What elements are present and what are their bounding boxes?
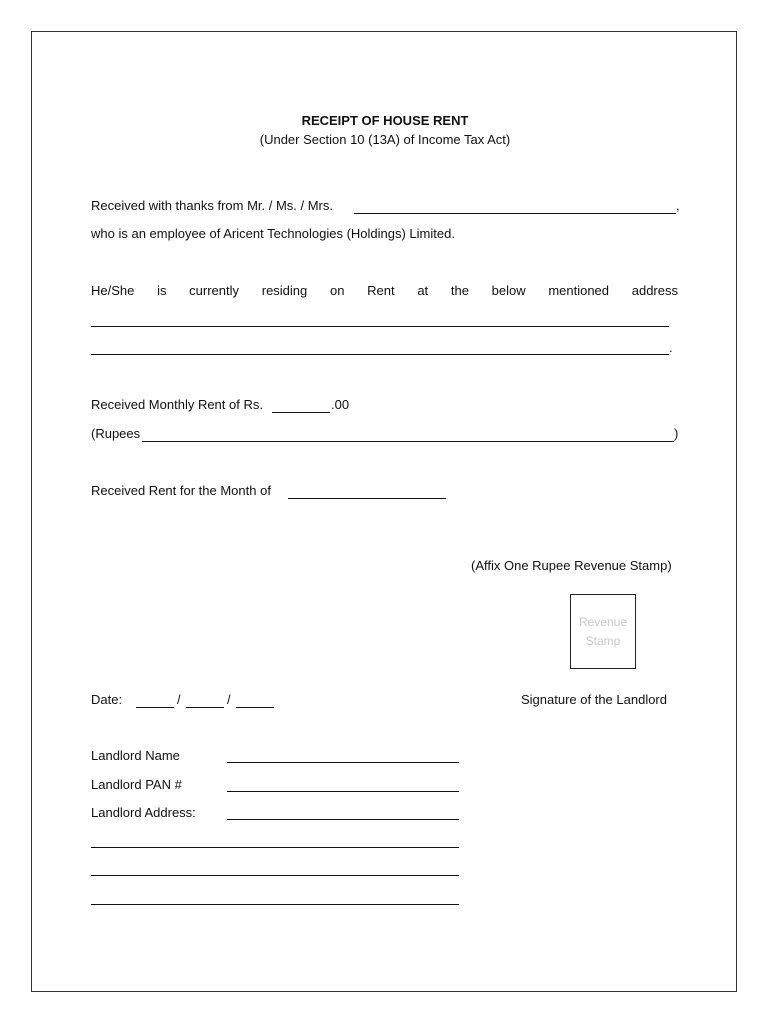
- employee-text: who is an employee of Aricent Technologies (Holdings) Limited.: [91, 226, 455, 241]
- stamp-text-line-2: Stamp: [585, 633, 621, 648]
- receipt-page: [31, 31, 737, 992]
- residing-word: the: [450, 283, 469, 298]
- date-label: Date:: [91, 692, 123, 707]
- document-title: RECEIPT OF HOUSE RENT: [301, 113, 469, 128]
- residing-word: address: [631, 283, 678, 298]
- landlord-address-label: Landlord Address:: [91, 805, 196, 820]
- rent-month-label: Received Rent for the Month of: [91, 483, 271, 498]
- residing-word: residing: [261, 283, 308, 298]
- landlord-address-line-3[interactable]: [91, 875, 459, 876]
- landlord-pan-label: Landlord PAN #: [91, 777, 182, 792]
- landlord-pan-field[interactable]: [227, 791, 459, 792]
- residing-word: mentioned: [548, 283, 610, 298]
- received-from-label: Received with thanks from Mr. / Ms. / Mrs.: [91, 198, 333, 213]
- document-subtitle: (Under Section 10 (13A) of Income Tax Act): [259, 132, 511, 147]
- monthly-rent-label: Received Monthly Rent of Rs.: [91, 397, 263, 412]
- rupees-open: (Rupees: [91, 426, 141, 441]
- date-month-field[interactable]: [186, 707, 224, 708]
- rent-month-field[interactable]: [288, 498, 446, 499]
- residing-word: on: [329, 283, 345, 298]
- tenant-name-field[interactable]: [354, 213, 676, 214]
- date-day-field[interactable]: [136, 707, 174, 708]
- landlord-address-field[interactable]: [227, 819, 459, 820]
- rupees-close: ): [674, 426, 679, 441]
- address-line-2[interactable]: [91, 354, 669, 355]
- residing-word: is: [157, 283, 167, 298]
- address-period: .: [669, 340, 673, 355]
- stamp-instruction: (Affix One Rupee Revenue Stamp): [471, 558, 672, 573]
- landlord-address-line-4[interactable]: [91, 904, 459, 905]
- landlord-address-line-2[interactable]: [91, 847, 459, 848]
- residing-word: currently: [189, 283, 240, 298]
- date-year-field[interactable]: [236, 707, 274, 708]
- residing-word: below: [491, 283, 526, 298]
- received-from-comma: ,: [676, 198, 680, 213]
- address-line-1[interactable]: [91, 326, 669, 327]
- residing-word: at: [417, 283, 429, 298]
- date-separator: /: [227, 692, 231, 707]
- rupees-in-words-field[interactable]: [142, 441, 674, 442]
- revenue-stamp-box: [570, 594, 636, 669]
- monthly-rent-suffix: .00: [331, 397, 350, 412]
- residing-word: Rent: [367, 283, 395, 298]
- residing-statement: [91, 283, 678, 299]
- date-separator: /: [177, 692, 181, 707]
- monthly-rent-field[interactable]: [272, 412, 330, 413]
- landlord-name-label: Landlord Name: [91, 748, 180, 763]
- residing-word: He/She: [91, 283, 135, 298]
- landlord-name-field[interactable]: [227, 762, 459, 763]
- landlord-signature-label: Signature of the Landlord: [521, 692, 667, 707]
- stamp-text-line-1: Revenue: [578, 614, 628, 629]
